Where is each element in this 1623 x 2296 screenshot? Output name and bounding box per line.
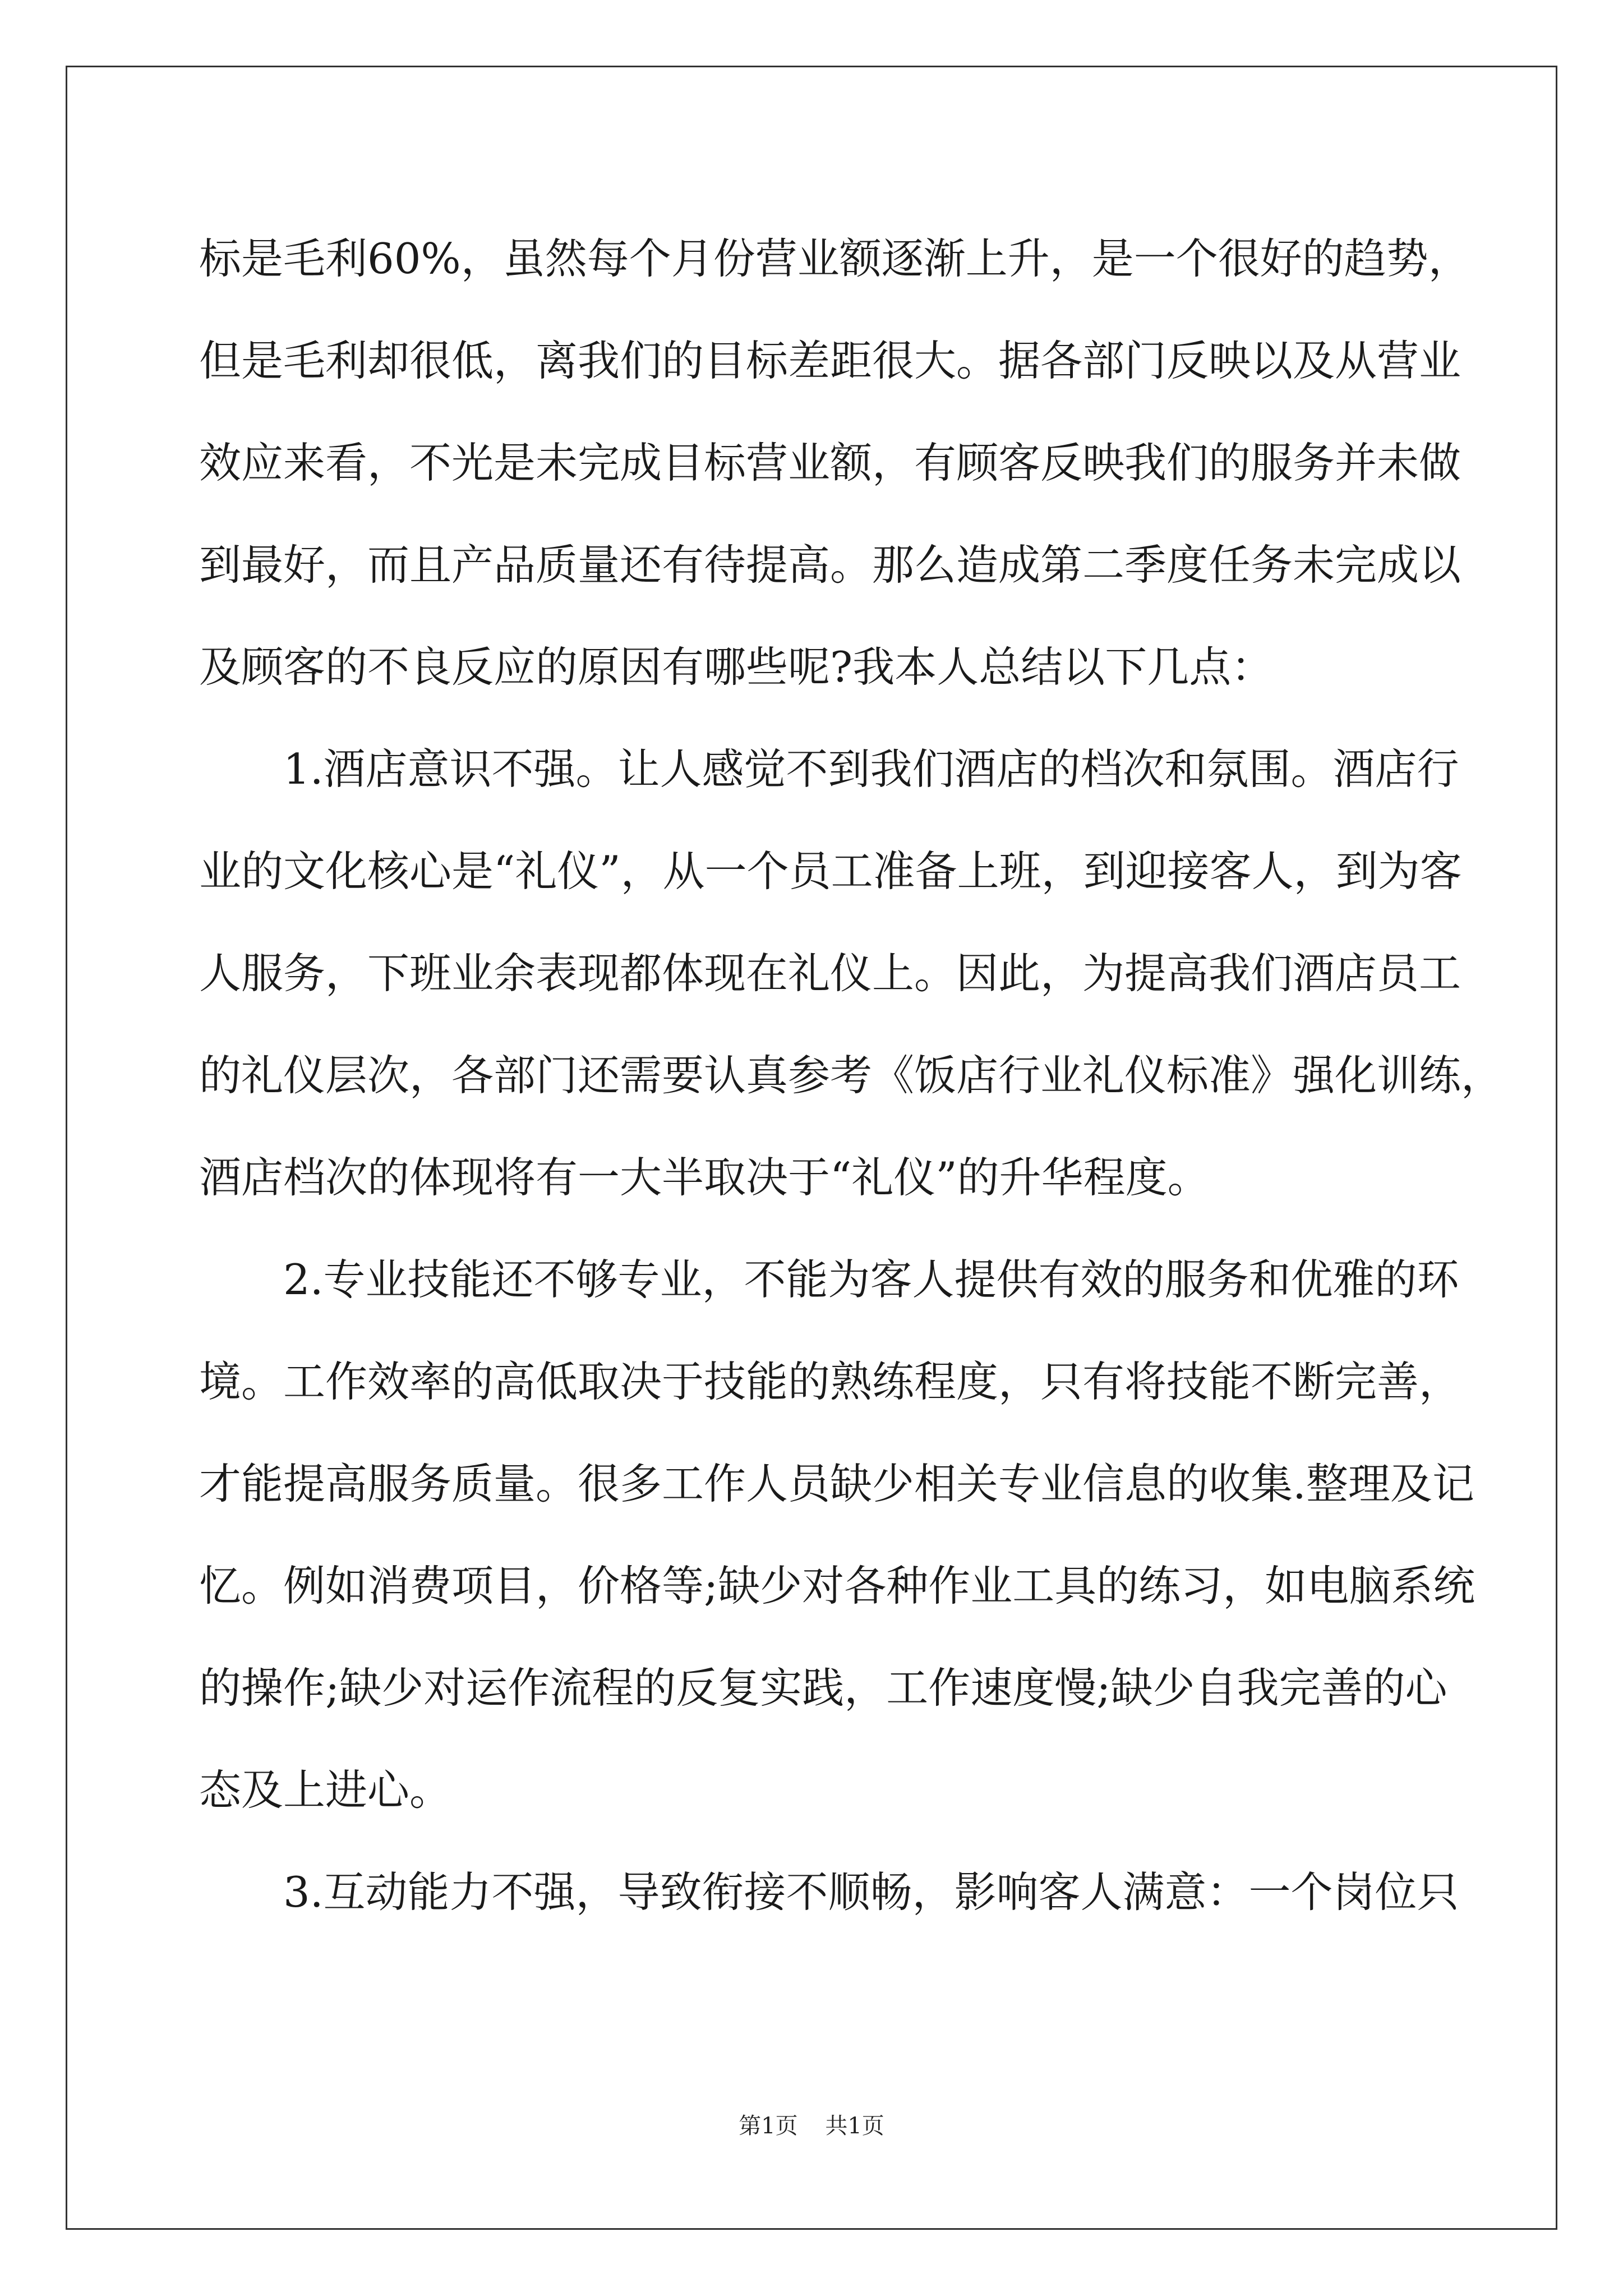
text-line: 忆。例如消费项目，价格等;缺少对各种作业工具的练习，如电脑系统	[199, 1561, 1476, 1611]
document-body	[199, 208, 1504, 1943]
paragraph-start-line: 1.酒店意识不强。让人感觉不到我们酒店的档次和氛围。酒店行	[283, 744, 1459, 794]
text-line: 效应来看，不光是未完成目标营业额，有顾客反映我们的服务并未做	[199, 438, 1461, 487]
text-line: 及顾客的不良反应的原因有哪些呢?我本人总结以下几点：	[199, 642, 1274, 692]
page-total: 共1页	[825, 2113, 884, 2139]
text-line: 酒店档次的体现将有一大半取决于“礼仪”的升华程度。	[199, 1153, 1210, 1202]
paragraph-start-line: 3.互动能力不强，导致衔接不顺畅，影响客人满意：一个岗位只	[283, 1867, 1459, 1917]
text-line: 但是毛利却很低，离我们的目标差距很大。据各部门反映以及从营业	[199, 336, 1461, 385]
text-line: 的礼仪层次，各部门还需要认真参考《饭店行业礼仪标准》强化训练，	[199, 1051, 1504, 1100]
text-line: 才能提高服务质量。很多工作人员缺少相关专业信息的收集.整理及记	[199, 1459, 1474, 1508]
text-line: 态及上进心。	[199, 1765, 452, 1815]
text-line: 人服务，下班业余表现都体现在礼仪上。因此，为提高我们酒店员工	[199, 949, 1461, 998]
page-number: 第1页	[739, 2113, 798, 2139]
text-line: 境。工作效率的高低取决于技能的熟练程度，只有将技能不断完善，	[199, 1357, 1461, 1406]
text-line: 标是毛利60%，虽然每个月份营业额逐渐上升，是一个很好的趋势，	[199, 234, 1470, 283]
text-line: 到最好，而且产品质量还有待提高。那么造成第二季度任务未完成以	[199, 540, 1461, 590]
text-line: 的操作;缺少对运作流程的反复实践，工作速度慢;缺少自我完善的心	[199, 1663, 1447, 1713]
page-footer	[0, 2108, 1623, 2140]
text-line: 业的文化核心是“礼仪”，从一个员工准备上班，到迎接客人，到为客	[199, 846, 1462, 896]
paragraph-start-line: 2.专业技能还不够专业，不能为客人提供有效的服务和优雅的环	[283, 1255, 1459, 1304]
